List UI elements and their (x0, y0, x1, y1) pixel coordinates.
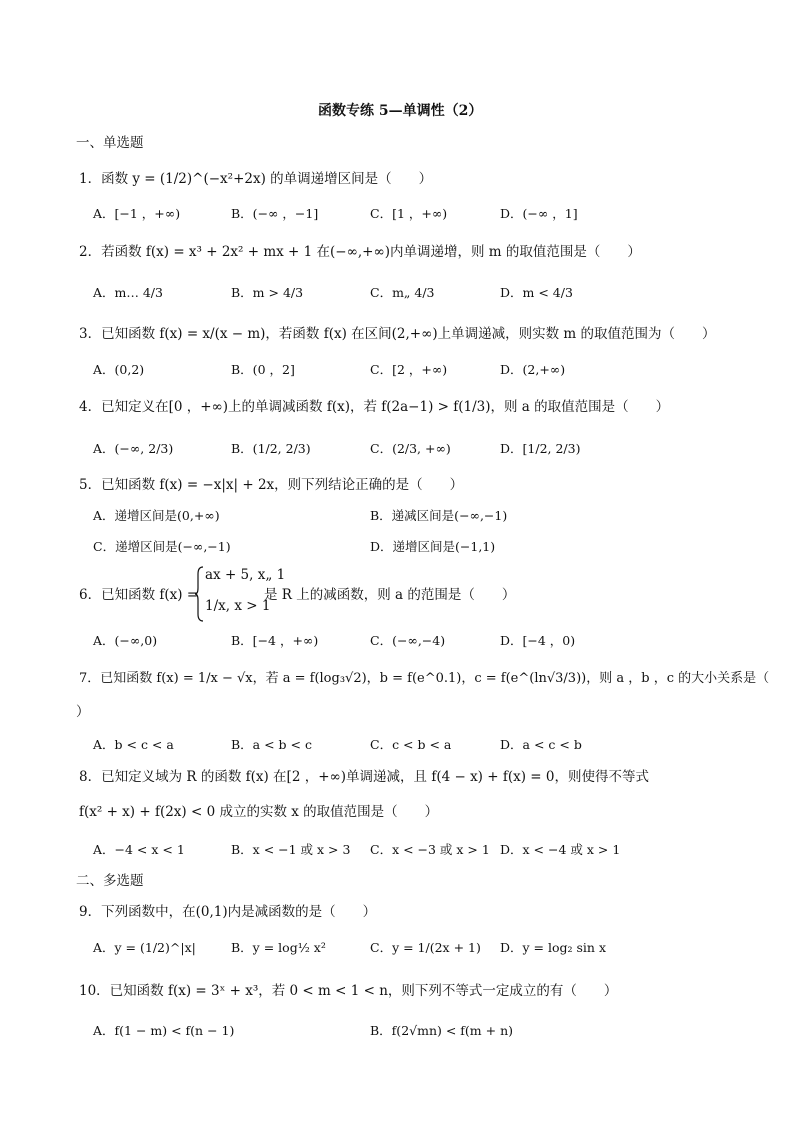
question-7-stem-cont: ） (76, 704, 90, 720)
question-9-option-d[interactable]: D．y = log₂ sin x (500, 940, 606, 955)
piecewise-brace (194, 566, 204, 622)
question-2-option-a[interactable]: A．m… 4/3 (93, 285, 163, 300)
question-6-stem-tail: 是 R 上的减函数，则 a 的范围是（ ） (264, 587, 516, 603)
question-4-stem: 4．已知定义在[0 ，+∞)上的单调减函数 f(x)，若 f(2a−1) > f(1/3)，则 a 的取值范围是（ ） (79, 399, 670, 415)
question-7-option-d[interactable]: D．a < c < b (500, 737, 582, 752)
question-1-option-c[interactable]: C．[1 ，+∞) (370, 206, 448, 221)
question-10-option-a[interactable]: A．f(1 − m) < f(n − 1) (93, 1023, 235, 1038)
question-7-option-b[interactable]: B．a < b < c (231, 737, 312, 752)
question-3-option-d[interactable]: D．(2,+∞) (500, 362, 566, 377)
question-7-option-a[interactable]: A．b < c < a (93, 737, 174, 752)
question-6-stem-lead: 6．已知函数 f(x) = (79, 587, 199, 603)
question-3-option-a[interactable]: A．(0,2) (93, 362, 145, 377)
question-5-option-b[interactable]: B．递减区间是(−∞,−1) (370, 508, 508, 523)
question-10-option-b[interactable]: B．f(2√mn) < f(m + n) (370, 1023, 514, 1038)
question-6-piece-2: 1/x, x > 1 (205, 598, 271, 614)
question-2-option-d[interactable]: D．m < 4/3 (500, 285, 573, 300)
question-9-stem: 9．下列函数中，在(0,1)内是减函数的是（ ） (79, 904, 377, 920)
question-6-option-c[interactable]: C．(−∞,−4) (370, 633, 446, 648)
question-1-option-a[interactable]: A．[−1 ，+∞) (93, 206, 181, 221)
page-title: 函数专练 5—单调性（2） (318, 103, 483, 119)
question-10-stem: 10．已知函数 f(x) = 3ˣ + x³，若 0 < m < 1 < n，则下列不等式一定成立的有（ ） (79, 983, 618, 999)
question-6-option-a[interactable]: A．(−∞,0) (93, 633, 158, 648)
question-4-option-b[interactable]: B．(1/2, 2/3) (231, 441, 311, 456)
question-8-option-a[interactable]: A．−4 < x < 1 (93, 842, 185, 857)
question-8-option-b[interactable]: B．x < −1 或 x > 3 (231, 842, 351, 857)
question-8-option-c[interactable]: C．x < −3 或 x > 1 (370, 842, 490, 857)
question-8-option-d[interactable]: D．x < −4 或 x > 1 (500, 842, 621, 857)
question-7-option-c[interactable]: C．c < b < a (370, 737, 452, 752)
question-7-stem: 7．已知函数 f(x) = 1/x − √x，若 a = f(log₃√2)，b = f(e^0.1)，c = f(e^(ln√3/3))，则 a ，b ，c 的大小关系是（ (79, 671, 770, 686)
question-9-option-a[interactable]: A．y = (1/2)^|x| (93, 940, 196, 955)
question-6-piece-1: ax + 5, x„ 1 (205, 567, 286, 583)
question-1-option-b[interactable]: B．(−∞ ，−1] (231, 206, 319, 221)
question-9-option-b[interactable]: B．y = log½ x² (231, 940, 326, 955)
question-2-option-b[interactable]: B．m > 4/3 (231, 285, 304, 300)
question-3-stem: 3．已知函数 f(x) = x/(x − m)，若函数 f(x) 在区间(2,+∞)上单调递减，则实数 m 的取值范围为（ ） (79, 326, 716, 342)
question-1-stem: 1．函数 y = (1/2)^(−x²+2x) 的单调递增区间是（ ） (79, 171, 433, 187)
question-5-option-c[interactable]: C．递增区间是(−∞,−1) (93, 539, 231, 554)
question-9-option-c[interactable]: C．y = 1/(2x + 1) (370, 940, 481, 955)
section-multiple-choice: 二、多选题 (76, 873, 144, 889)
question-3-option-b[interactable]: B．(0 ，2] (231, 362, 295, 377)
section-single-choice: 一、单选题 (76, 135, 144, 151)
question-6-option-b[interactable]: B．[−4 ，+∞) (231, 633, 319, 648)
question-2-stem: 2．若函数 f(x) = x³ + 2x² + mx + 1 在(−∞,+∞)内单调递增，则 m 的取值范围是（ ） (79, 244, 641, 260)
question-5-option-d[interactable]: D．递增区间是(−1,1) (370, 539, 496, 554)
question-5-stem: 5．已知函数 f(x) = −x|x| + 2x，则下列结论正确的是（ ） (79, 477, 464, 493)
question-4-option-a[interactable]: A．(−∞, 2/3) (93, 441, 174, 456)
question-8-stem: 8．已知定义域为 R 的函数 f(x) 在[2 ，+∞)单调递减，且 f(4 − x) + f(x) = 0，则使得不等式 (79, 769, 649, 785)
question-2-option-c[interactable]: C．m„ 4/3 (370, 285, 435, 300)
question-5-option-a[interactable]: A．递增区间是(0,+∞) (93, 508, 220, 523)
question-4-option-d[interactable]: D．[1/2, 2/3) (500, 441, 581, 456)
question-3-option-c[interactable]: C．[2 ，+∞) (370, 362, 448, 377)
question-1-option-d[interactable]: D．(−∞ ，1] (500, 206, 578, 221)
question-4-option-c[interactable]: C．(2/3, +∞) (370, 441, 451, 456)
question-6-option-d[interactable]: D．[−4 ，0) (500, 633, 576, 648)
question-8-stem-cont: f(x² + x) + f(2x) < 0 成立的实数 x 的取值范围是（ ） (79, 804, 439, 820)
